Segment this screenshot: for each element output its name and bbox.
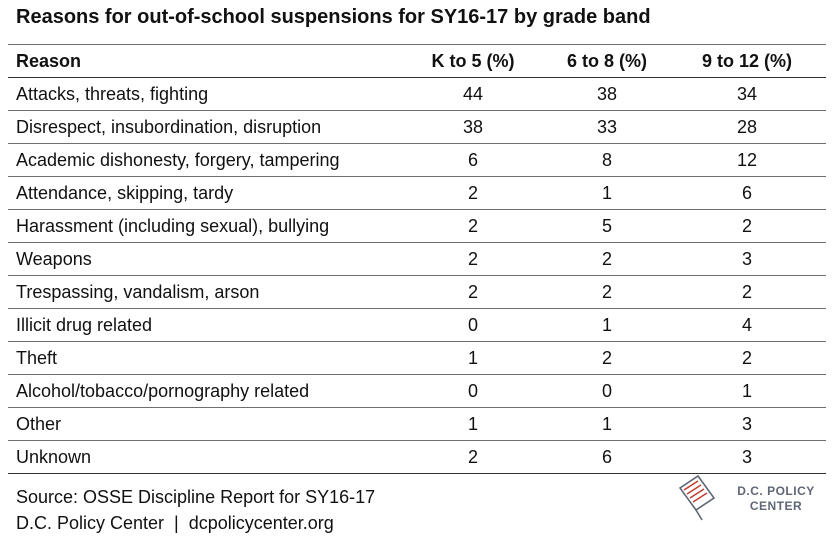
table-row <box>8 111 826 144</box>
value-k-to-5-cell: 2 <box>400 210 546 243</box>
value-k-to-5-cell: 2 <box>400 276 546 309</box>
value-6-to-8-cell: 33 <box>546 111 668 144</box>
value-9-to-12-cell: 3 <box>668 441 826 474</box>
table-row <box>8 309 826 342</box>
reason-cell: Attacks, threats, fighting <box>8 78 400 111</box>
value-9-to-12-cell: 28 <box>668 111 826 144</box>
credit-line: D.C. Policy Center | dcpolicycenter.org <box>16 513 334 533</box>
value-k-to-5-cell: 2 <box>400 243 546 276</box>
column-header-k-to-5: K to 5 (%) <box>400 45 546 78</box>
table-row <box>8 408 826 441</box>
value-6-to-8-cell: 5 <box>546 210 668 243</box>
value-k-to-5-cell: 1 <box>400 342 546 375</box>
value-9-to-12-cell: 2 <box>668 342 826 375</box>
value-k-to-5-cell: 0 <box>400 375 546 408</box>
value-6-to-8-cell: 1 <box>546 177 668 210</box>
table-row <box>8 243 826 276</box>
value-9-to-12-cell: 12 <box>668 144 826 177</box>
value-k-to-5-cell: 1 <box>400 408 546 441</box>
reason-cell: Trespassing, vandalism, arson <box>8 276 400 309</box>
value-9-to-12-cell: 6 <box>668 177 826 210</box>
dc-policy-center-logo <box>676 474 826 522</box>
column-header-reason: Reason <box>8 45 400 78</box>
value-9-to-12-cell: 3 <box>668 408 826 441</box>
reason-cell: Other <box>8 408 400 441</box>
value-9-to-12-cell: 3 <box>668 243 826 276</box>
value-6-to-8-cell: 6 <box>546 441 668 474</box>
footer <box>16 484 375 536</box>
column-header-9-to-12: 9 to 12 (%) <box>668 45 826 78</box>
value-6-to-8-cell: 2 <box>546 342 668 375</box>
table-row <box>8 342 826 375</box>
reason-cell: Harassment (including sexual), bullying <box>8 210 400 243</box>
value-6-to-8-cell: 1 <box>546 309 668 342</box>
reason-cell: Unknown <box>8 441 400 474</box>
dc-map-icon <box>676 474 726 522</box>
value-k-to-5-cell: 44 <box>400 78 546 111</box>
logo-text <box>726 484 826 514</box>
reason-cell: Alcohol/tobacco/pornography related <box>8 375 400 408</box>
value-9-to-12-cell: 4 <box>668 309 826 342</box>
value-k-to-5-cell: 0 <box>400 309 546 342</box>
table-row <box>8 210 826 243</box>
suspension-table <box>8 44 826 474</box>
value-6-to-8-cell: 2 <box>546 243 668 276</box>
chart-title: Reasons for out-of-school suspensions for SY16-17 by grade band <box>16 6 651 28</box>
value-k-to-5-cell: 2 <box>400 177 546 210</box>
logo-line-2: CENTER <box>749 499 803 513</box>
reason-cell: Illicit drug related <box>8 309 400 342</box>
value-k-to-5-cell: 2 <box>400 441 546 474</box>
table-header-row <box>8 45 826 78</box>
value-9-to-12-cell: 34 <box>668 78 826 111</box>
table-row <box>8 276 826 309</box>
value-6-to-8-cell: 2 <box>546 276 668 309</box>
value-6-to-8-cell: 1 <box>546 408 668 441</box>
value-6-to-8-cell: 0 <box>546 375 668 408</box>
reason-cell: Academic dishonesty, forgery, tampering <box>8 144 400 177</box>
value-9-to-12-cell: 2 <box>668 276 826 309</box>
reason-cell: Weapons <box>8 243 400 276</box>
table-row <box>8 144 826 177</box>
reason-cell: Theft <box>8 342 400 375</box>
table-body <box>8 78 826 474</box>
value-k-to-5-cell: 38 <box>400 111 546 144</box>
logo-line-1: D.C. POLICY <box>737 484 815 498</box>
reason-cell: Disrespect, insubordination, disruption <box>8 111 400 144</box>
value-6-to-8-cell: 38 <box>546 78 668 111</box>
value-k-to-5-cell: 6 <box>400 144 546 177</box>
source-note: Source: OSSE Discipline Report for SY16-17 <box>16 487 376 507</box>
table-row <box>8 441 826 474</box>
value-9-to-12-cell: 1 <box>668 375 826 408</box>
table-row <box>8 375 826 408</box>
column-header-6-to-8: 6 to 8 (%) <box>546 45 668 78</box>
reason-cell: Attendance, skipping, tardy <box>8 177 400 210</box>
value-6-to-8-cell: 8 <box>546 144 668 177</box>
value-9-to-12-cell: 2 <box>668 210 826 243</box>
table-row <box>8 177 826 210</box>
table-row <box>8 78 826 111</box>
